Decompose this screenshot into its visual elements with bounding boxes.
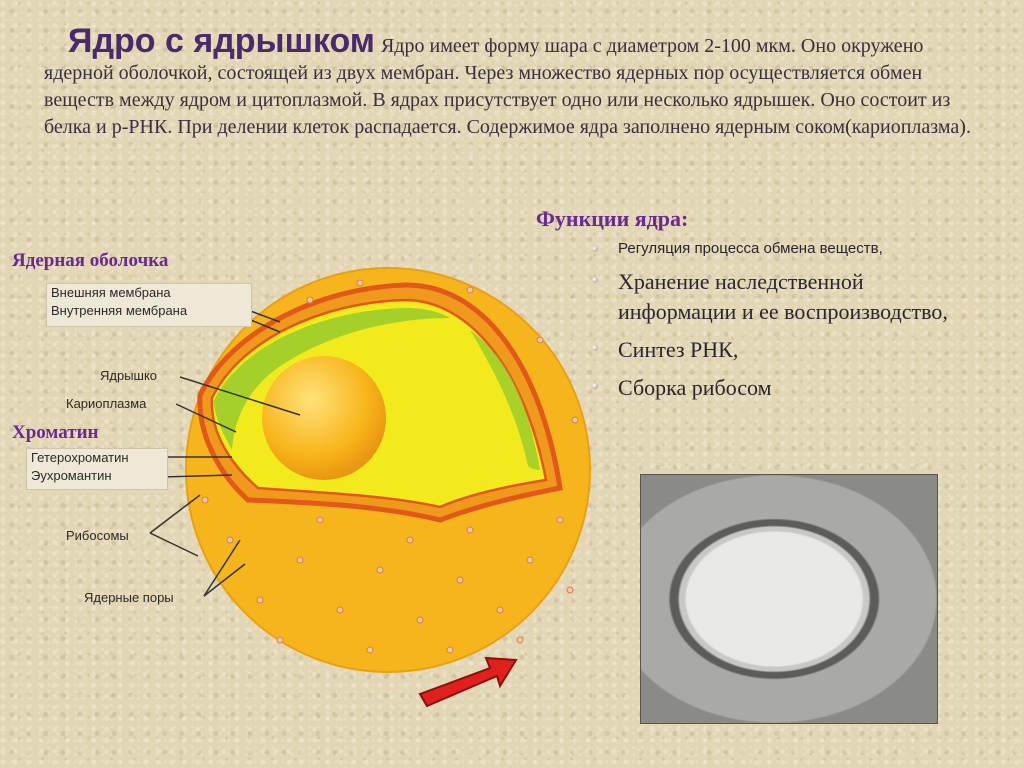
ribosomes-label: Рибосомы (66, 528, 129, 543)
euchromatin-label: Эухромантин (31, 468, 112, 483)
list-item: Регуляция процесса обмена веществ, (592, 240, 972, 257)
list-item: Синтез РНК, (592, 335, 972, 365)
chromatin-label-box (26, 448, 168, 490)
electron-micrograph-image (640, 474, 938, 724)
nucleolus-shape (262, 356, 386, 480)
slide-title: Ядро с ядрышком (68, 22, 375, 60)
nucleolus-label: Ядрышко (100, 368, 158, 383)
outer-membrane-label: Внешняя мембрана (51, 285, 171, 300)
list-item: Сборка рибосом (592, 373, 972, 403)
inner-membrane-label: Внутренняя мембрана (51, 303, 188, 318)
functions-title: Функции ядра: (536, 206, 689, 231)
list-item: Хранение наследственной информации и ее воспроизводство, (592, 267, 972, 327)
chromatin-heading: Хроматин (12, 422, 99, 443)
envelope-label-box (46, 283, 252, 327)
envelope-heading: Ядерная оболочка (12, 250, 169, 271)
heterochromatin-label: Гетерохроматин (31, 450, 129, 465)
nuclear-pores-label: Ядерные поры (84, 590, 174, 605)
karyoplasm-label: Кариоплазма (66, 396, 147, 411)
intro-text: Ядро имеет форму шара с диаметром 2-100 мкм. Оно окружено ядерной оболочкой, состоящей из двух мембран. Через множество ядерных пор осуществляется обмен веществ между ядром и цитоплазмой. В ядрах присутствует одно или несколько ядрышек. Оно состоит из белка и р-РНК. При делении клеток распадается. Содержимое ядра заполнено ядерным соком(кариоплазма). (44, 35, 971, 138)
